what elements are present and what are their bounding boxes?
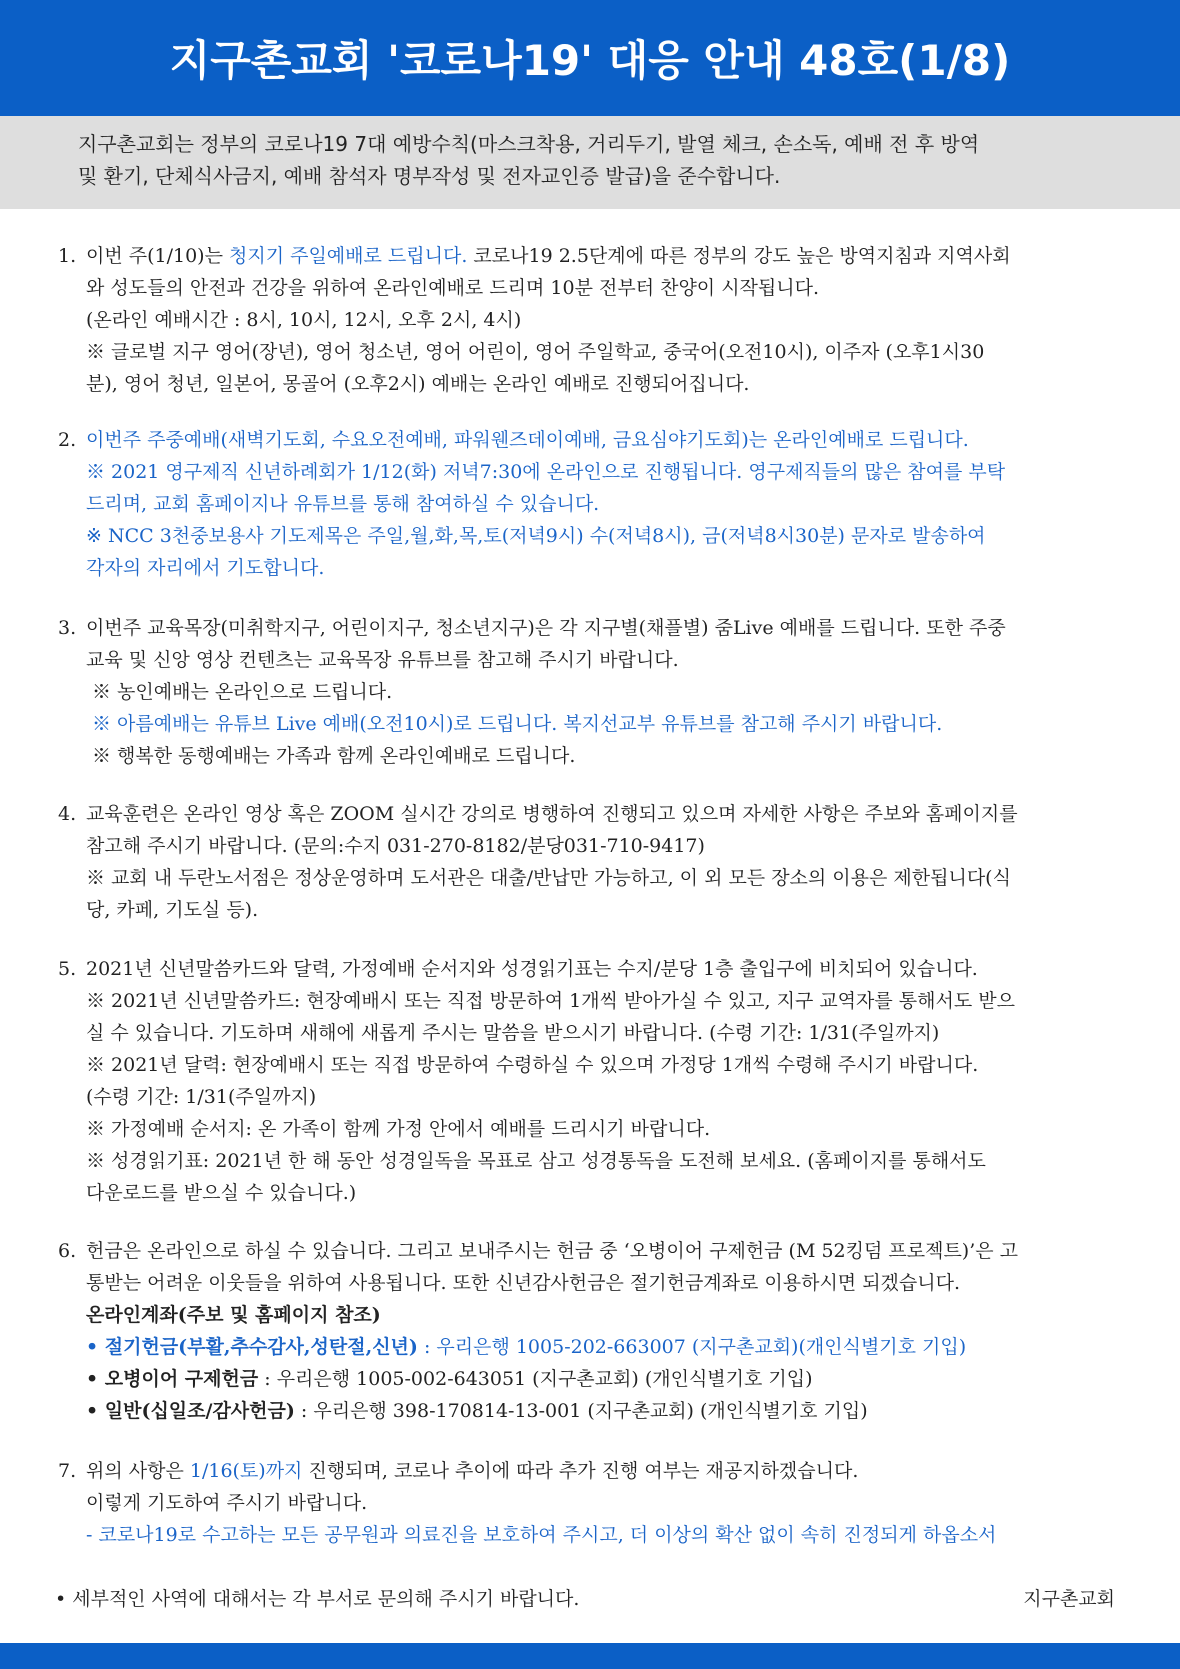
item-line: ※ 성경읽기표: 2021년 한 해 동안 성경일독을 목표로 삼고 성경통독을 도전해 보세요. (홈페이지를 통해서도 — [86, 1150, 986, 1172]
item-line — [86, 240, 1128, 272]
page-header — [0, 0, 1180, 116]
notice-item-3 — [58, 612, 1128, 772]
item-number: 6. — [58, 1240, 77, 1262]
highlight-text: 청지기 주일예배로 드립니다. — [229, 245, 468, 267]
notice-item-6 — [58, 1235, 1128, 1427]
item-line: ※ 가정예배 순서지: 온 가족이 함께 가정 안에서 예배를 드리시기 바랍니다. — [86, 1118, 711, 1140]
account-name: • 일반(십일조/감사헌금) — [86, 1400, 295, 1422]
item-line: 교육훈련은 온라인 영상 혹은 ZOOM 실시간 강의로 병행하여 진행되고 있으며 자세한 사항은 주보와 홈페이지를 — [86, 803, 1018, 825]
item-line: 각자의 자리에서 기도합니다. — [86, 557, 325, 579]
item-line: 교육 및 신앙 영상 컨텐츠는 교육목장 유튜브를 참고해 주시기 바랍니다. — [86, 649, 679, 671]
item-line: ※ 교회 내 두란노서점은 정상운영하며 도서관은 대출/반납만 가능하고, 이 외 모든 장소의 이용은 제한됩니다(식 — [86, 867, 1011, 889]
item-line: 이번주 교육목장(미취학지구, 어린이지구, 청소년지구)은 각 지구별(채플별) 줌Live 예배를 드립니다. 또한 주중 — [86, 617, 1006, 639]
item-line: ※ 글로벌 지구 영어(장년), 영어 청소년, 영어 어린이, 영어 주일학교, 중국어(오전10시), 이주자 (오후1시30 — [86, 341, 985, 363]
text-segment: 이번 주(1/10)는 — [86, 245, 229, 267]
footer-signature: 지구촌교회 — [1023, 1588, 1115, 1610]
item-line: 드리며, 교회 홈페이지나 유튜브를 통해 참여하실 수 있습니다. — [86, 493, 600, 515]
account-info: : 우리은행 398-170814-13-001 (지구촌교회) (개인식별기호 기입) — [294, 1400, 868, 1422]
item-number: 7. — [58, 1460, 77, 1482]
banner-line-1: 지구촌교회는 정부의 코로나19 7대 예방수칙(마스크착용, 거리두기, 발열 체크, 손소독, 예배 전 후 방역 — [78, 132, 980, 156]
footer-note: • 세부적인 사역에 대해서는 각 부서로 문의해 주시기 바랍니다. — [55, 1588, 580, 1610]
account-info: : 우리은행 1005-002-643051 (지구촌교회) (개인식별기호 기입) — [258, 1368, 813, 1390]
account-name: • 절기헌금(부활,추수감사,성탄절,신년) — [86, 1336, 418, 1358]
item-line — [86, 1455, 1128, 1487]
item-line: 실 수 있습니다. 기도하며 새해에 새롭게 주시는 말씀을 받으시기 바랍니다. (수령 기간: 1/31(주일까지) — [86, 1022, 940, 1044]
item-line: (온라인 예배시간 : 8시, 10시, 12시, 오후 2시, 4시) — [86, 309, 522, 331]
item-number: 4. — [58, 803, 77, 825]
prevention-rules-banner — [0, 116, 1180, 209]
item-line: 분), 영어 청년, 일본어, 몽골어 (오후2시) 예배는 온라인 예배로 진행되어집니다. — [86, 373, 750, 395]
account-line-relief — [86, 1363, 1128, 1395]
notice-item-5 — [58, 953, 1128, 1209]
notice-item-7 — [58, 1455, 1128, 1551]
text-segment: 위의 사항은 — [86, 1460, 190, 1482]
prayer-line: - 코로나19로 수고하는 모든 공무원과 의료진을 보호하여 주시고, 더 이상의 확산 없이 속히 진정되게 하옵소서 — [86, 1524, 997, 1546]
item-number: 2. — [58, 429, 77, 451]
notice-item-1 — [58, 240, 1128, 400]
item-line: ※ 2021 영구제직 신년하례회가 1/12(화) 저녁7:30에 온라인으로 진행됩니다. 영구제직들의 많은 참여를 부탁 — [86, 461, 1006, 483]
item-number: 5. — [58, 958, 77, 980]
account-line-general — [86, 1395, 1128, 1427]
item-line: (수령 기간: 1/31(주일까지) — [86, 1086, 317, 1108]
page-title: 지구촌교회 '코로나19' 대응 안내 48호(1/8) — [169, 36, 1011, 85]
item-number: 3. — [58, 617, 77, 639]
item-line: 이렇게 기도하여 주시기 바랍니다. — [86, 1492, 368, 1514]
item-line: 2021년 신년말씀카드와 달력, 가정예배 순서지와 성경읽기표는 수지/분당 1층 출입구에 비치되어 있습니다. — [86, 958, 978, 980]
item-line: 참고해 주시기 바랍니다. (문의:수지 031-270-8182/분당031-710-9417) — [86, 835, 705, 857]
item-number: 1. — [58, 245, 77, 267]
item-line: 다운로드를 받으실 수 있습니다.) — [86, 1182, 357, 1204]
item-line: ※ 행복한 동행예배는 가족과 함께 온라인예배로 드립니다. — [92, 745, 576, 767]
text-segment: 코로나19 2.5단계에 따른 정부의 강도 높은 방역지침과 지역사회 — [467, 245, 1011, 267]
text-segment: 진행되며, 코로나 추이에 따라 추가 진행 여부는 재공지하겠습니다. — [302, 1460, 859, 1482]
online-account-heading: 온라인계좌(주보 및 홈페이지 참조) — [86, 1304, 381, 1326]
account-line-seasonal — [86, 1331, 1128, 1363]
banner-line-2: 및 환기, 단체식사금지, 예배 참석자 명부작성 및 전자교인증 발급)을 준수합니다. — [78, 164, 781, 188]
item-line: 헌금은 온라인으로 하실 수 있습니다. 그리고 보내주시는 헌금 중 ‘오병이어 구제헌금 (M 52킹덤 프로젝트)’은 고 — [86, 1240, 1018, 1262]
bottom-bar — [0, 1643, 1180, 1669]
item-line: ※ 2021년 신년말씀카드: 현장예배시 또는 직접 방문하여 1개씩 받아가실 수 있고, 지구 교역자를 통해서도 받으 — [86, 990, 1015, 1012]
notice-item-2 — [58, 424, 1128, 584]
item-line: 당, 카페, 기도실 등). — [86, 899, 259, 921]
item-line: ※ 아름예배는 유튜브 Live 예배(오전10시)로 드립니다. 복지선교부 유튜브를 참고해 주시기 바랍니다. — [92, 713, 943, 735]
item-line: 통받는 어려운 이웃들을 위하여 사용됩니다. 또한 신년감사헌금은 절기헌금계좌로 이용하시면 되겠습니다. — [86, 1272, 961, 1294]
notice-item-4 — [58, 798, 1128, 926]
item-line: ※ 2021년 달력: 현장예배시 또는 직접 방문하여 수령하실 수 있으며 가정당 1개씩 수령해 주시기 바랍니다. — [86, 1054, 979, 1076]
item-line: 와 성도들의 안전과 건강을 위하여 온라인예배로 드리며 10분 전부터 찬양이 시작됩니다. — [86, 277, 820, 299]
item-line: ※ 농인예배는 온라인으로 드립니다. — [92, 681, 393, 703]
account-name: • 오병이어 구제헌금 — [86, 1368, 259, 1390]
item-line: ※ NCC 3천중보용사 기도제목은 주일,월,화,목,토(저녁9시) 수(저녁8시), 금(저녁8시30분) 문자로 발송하여 — [86, 525, 986, 547]
highlight-text: 1/16(토)까지 — [189, 1460, 303, 1482]
item-line: 이번주 주중예배(새벽기도회, 수요오전예배, 파워웬즈데이예배, 금요심야기도회)는 온라인예배로 드립니다. — [86, 429, 969, 451]
account-info: : 우리은행 1005-202-663007 (지구촌교회)(개인식별기호 기입) — [417, 1336, 967, 1358]
